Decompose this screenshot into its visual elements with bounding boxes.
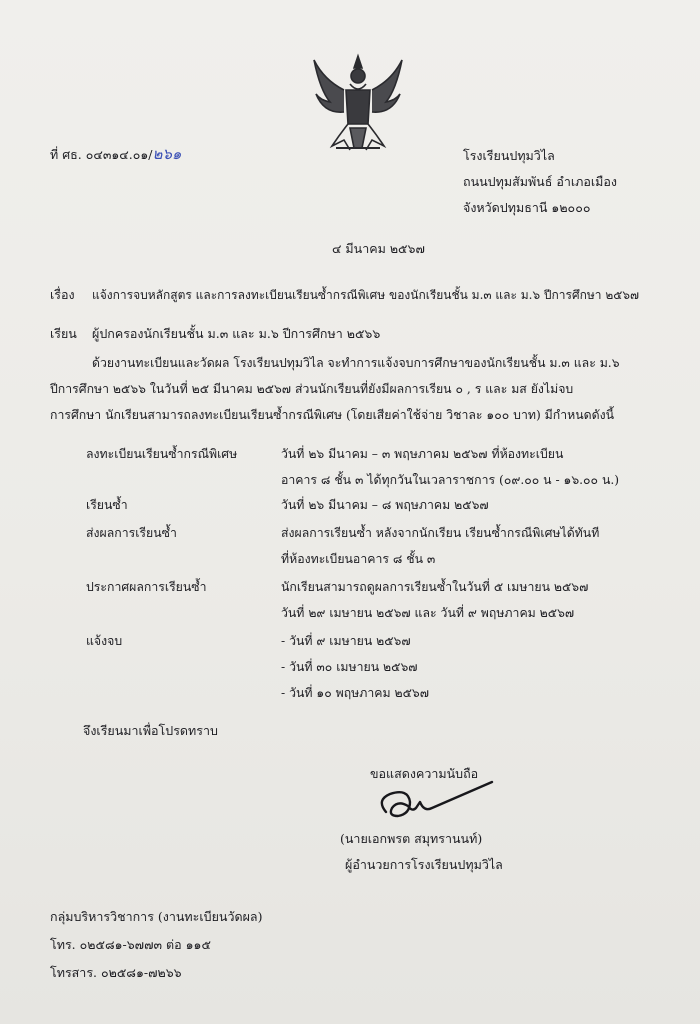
schedule-label: เรียนซ้ำ xyxy=(86,498,128,512)
schedule-label: ลงทะเบียนเรียนซ้ำกรณีพิเศษ xyxy=(86,447,238,461)
school-address xyxy=(463,143,617,221)
signer-title: ผู้อำนวยการโรงเรียนปทุมวิไล xyxy=(345,857,503,872)
address-line: จังหวัดปทุมธานี ๑๒๐๐๐ xyxy=(463,200,591,215)
fax-line: โทรสาร. ๐๒๕๘๑-๗๒๖๖ xyxy=(50,965,182,980)
recipient-text: ผู้ปกครองนักเรียนชั้น ม.๓ และ ม.๖ ปีการศึกษา ๒๕๖๖ xyxy=(92,326,381,341)
letter-body xyxy=(50,350,660,428)
signer-name: (นายเอกพรต สมุทรานนท์) xyxy=(340,831,483,846)
schedule-line: - วันที่ ๓๐ เมษายน ๒๕๖๗ xyxy=(281,660,418,674)
schedule-label: ประกาศผลการเรียนซ้ำ xyxy=(86,580,207,594)
reference-prefix: ที่ ศธ. ๐๔๓๑๔.๐๑/ xyxy=(50,147,153,162)
body-line: ด้วยงานทะเบียนและวัดผล โรงเรียนปทุมวิไล จะทำการแจ้งจบการศึกษาของนักเรียนชั้น ม.๓ และ ม.๖ xyxy=(92,356,620,370)
subject-text: แจ้งการจบหลักสูตร และการลงทะเบียนเรียนซ้ำกรณีพิเศษ ของนักเรียนชั้น ม.๓ และ ม.๖ ปีการศึกษา ๒๕๖๗ xyxy=(92,288,639,302)
department-line: กลุ่มบริหารวิชาการ (งานทะเบียนวัดผล) xyxy=(50,909,263,924)
handwritten-signature xyxy=(372,778,497,830)
schedule-line: - วันที่ ๙ เมษายน ๒๕๖๗ xyxy=(281,634,411,648)
schedule-line: - วันที่ ๑๐ พฤษภาคม ๒๕๖๗ xyxy=(281,686,429,700)
reference-handwritten-number: ๒๖๑ xyxy=(152,145,182,163)
schedule-line: วันที่ ๒๖ มีนาคม – ๓ พฤษภาคม ๒๕๖๗ ที่ห้องทะเบียน xyxy=(281,447,564,461)
telephone-line: โทร. ๐๒๕๘๑-๖๗๗๓ ต่อ ๑๑๕ xyxy=(50,937,211,952)
reference-number xyxy=(50,145,181,164)
closing-text: จึงเรียนมาเพื่อโปรดทราบ xyxy=(83,723,218,738)
letter-date: ๔ มีนาคม ๒๕๖๗ xyxy=(332,241,425,256)
body-line: การศึกษา นักเรียนสามารถลงทะเบียนเรียนซ้ำกรณีพิเศษ (โดยเสียค่าใช้จ่าย วิชาละ ๑๐๐ บาท) มีกำหนดดังนี้ xyxy=(50,408,615,422)
address-line: โรงเรียนปทุมวิไล xyxy=(463,148,555,163)
schedule-value xyxy=(281,520,599,572)
schedule-label: ส่งผลการเรียนซ้ำ xyxy=(86,526,177,540)
subject-label: เรื่อง xyxy=(50,287,75,302)
address-line: ถนนปทุมสัมพันธ์ อำเภอเมือง xyxy=(463,174,617,189)
schedule-value xyxy=(281,492,489,518)
schedule-line: วันที่ ๒๖ มีนาคม – ๘ พฤษภาคม ๒๕๖๗ xyxy=(281,498,489,512)
schedule-line: วันที่ ๒๙ เมษายน ๒๕๖๗ และ วันที่ ๙ พฤษภาคม ๒๕๖๗ xyxy=(281,606,575,620)
schedule-value xyxy=(281,574,588,626)
schedule-value xyxy=(281,441,619,493)
schedule-label: แจ้งจบ xyxy=(86,634,123,648)
recipient-label: เรียน xyxy=(50,326,77,341)
body-line: ปีการศึกษา ๒๕๖๖ ในวันที่ ๒๕ มีนาคม ๒๕๖๗ ส่วนนักเรียนที่ยังมีผลการเรียน ๐ , ร และ มส ยังไม่จบ xyxy=(50,382,574,396)
schedule-line: นักเรียนสามารถดูผลการเรียนซ้ำในวันที่ ๕ เมษายน ๒๕๖๗ xyxy=(281,580,589,594)
schedule-line: ส่งผลการเรียนซ้ำ หลังจากนักเรียน เรียนซ้ำกรณีพิเศษได้ทันที xyxy=(281,526,600,540)
schedule-line: อาคาร ๘ ชั้น ๓ ได้ทุกวันในเวลาราชการ (๐๙.๐๐ น - ๑๖.๐๐ น.) xyxy=(281,473,620,487)
respect-text: ขอแสดงความนับถือ xyxy=(370,766,479,781)
schedule-line: ที่ห้องทะเบียนอาคาร ๘ ชั้น ๓ xyxy=(281,552,436,566)
garuda-emblem-icon xyxy=(310,50,406,158)
schedule-value xyxy=(281,628,429,706)
